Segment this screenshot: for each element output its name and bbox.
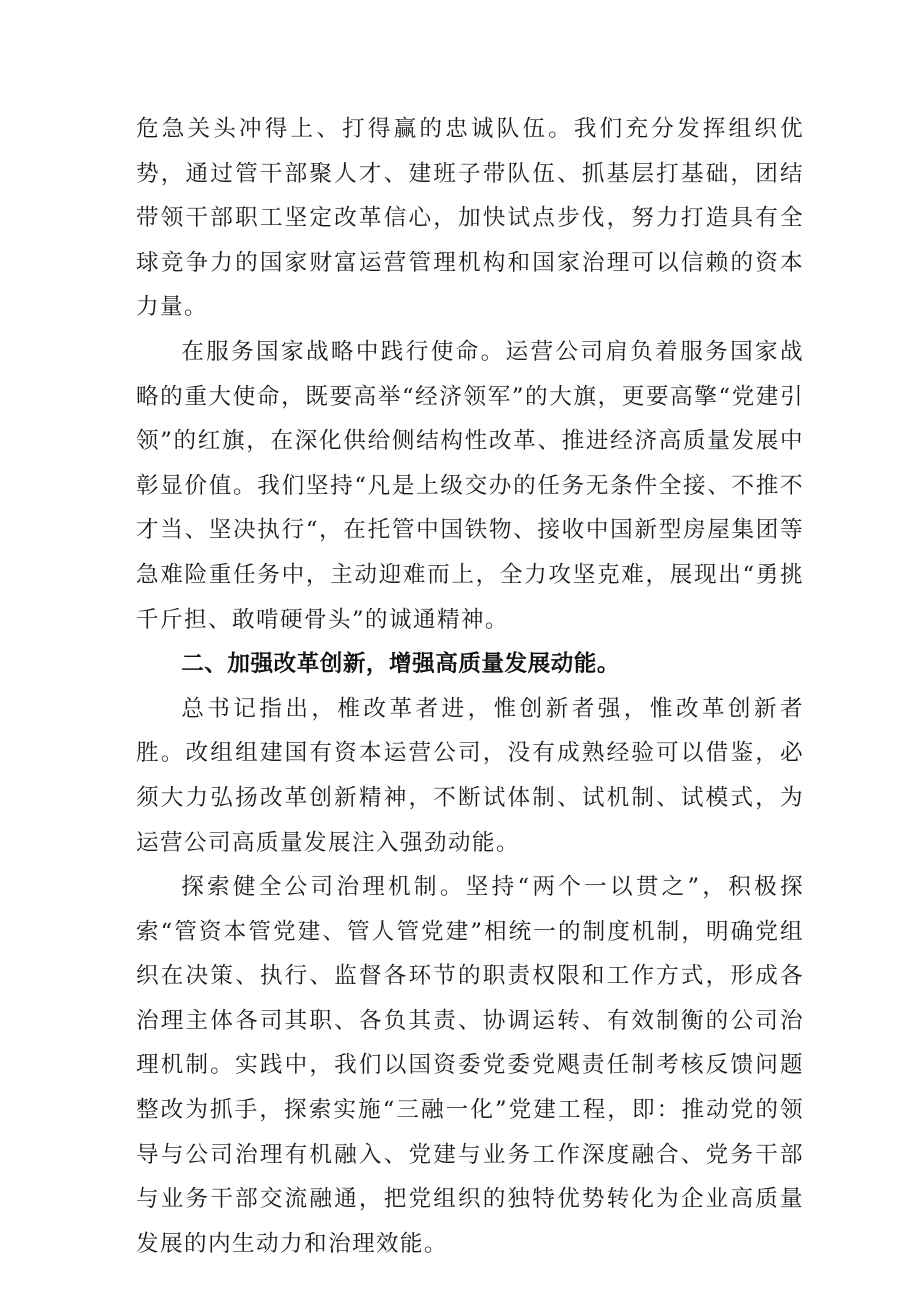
body-paragraph-3: 总书记指出，椎改革者进，惟创新者强，惟改革创新者胜。改组组建国有资本运营公司，没有成熟经验可以借鉴，必须大力弘扬改革创新精神，不断试体制、试机制、试模式，为运营公司高质量发展注入强劲动能。 [136, 695, 804, 856]
body-paragraph-1: 危急关头冲得上、打得赢的忠诚队伍。我们充分发挥组织优势，通过管干部聚人才、建班子带队伍、抓基层打基础，团结带领干部职工坚定改革信心，加快试点步伐，努力打造具有全球竞争力的国家财富运营管理机构和国家治理可以信赖的资本力量。 [136, 116, 804, 321]
body-paragraph-4: 探索健全公司治理机制。坚持“两个一以贯之”，积极探索“管资本管党建、管人管党建”相统一的制度机制，明确党组织在决策、执行、监督各环节的职责权限和工作方式，形成各治理主体各司其职、各负其责、协调运转、有效制衡的公司治理机制。实践中，我们以国资委党委党飓责任制考核反馈问题整改为抓手，探索实施“三融一化”党建工程，即：推动党的领导与公司治理有机融入、党建与业务工作深度融合、党务干部与业务干部交流融通，把党组织的独特优势转化为企业高质量发展的内生动力和治理效能。 [136, 874, 804, 1257]
section-heading: 二、加强改革创新，增强高质量发展动能。 [181, 651, 620, 678]
body-paragraph-2: 在服务国家战略中践行使命。运营公司肩负着服务国家战略的重大使命，既要高举“经济领军”的大旗，更要高擎“党建引领”的红旗，在深化供给侧结构性改革、推进经济高质量发展中彰显价值。我们坚持“凡是上级交办的任务无条件全接、不推不才当、坚决执行“，在托管中国铁物、接收中国新型房屋集团等急难险重任务中，主动迎难而上，全力攻坚克难，展现出“勇挑千斤担、敢啃硬骨头”的诚通精神。 [136, 338, 805, 633]
